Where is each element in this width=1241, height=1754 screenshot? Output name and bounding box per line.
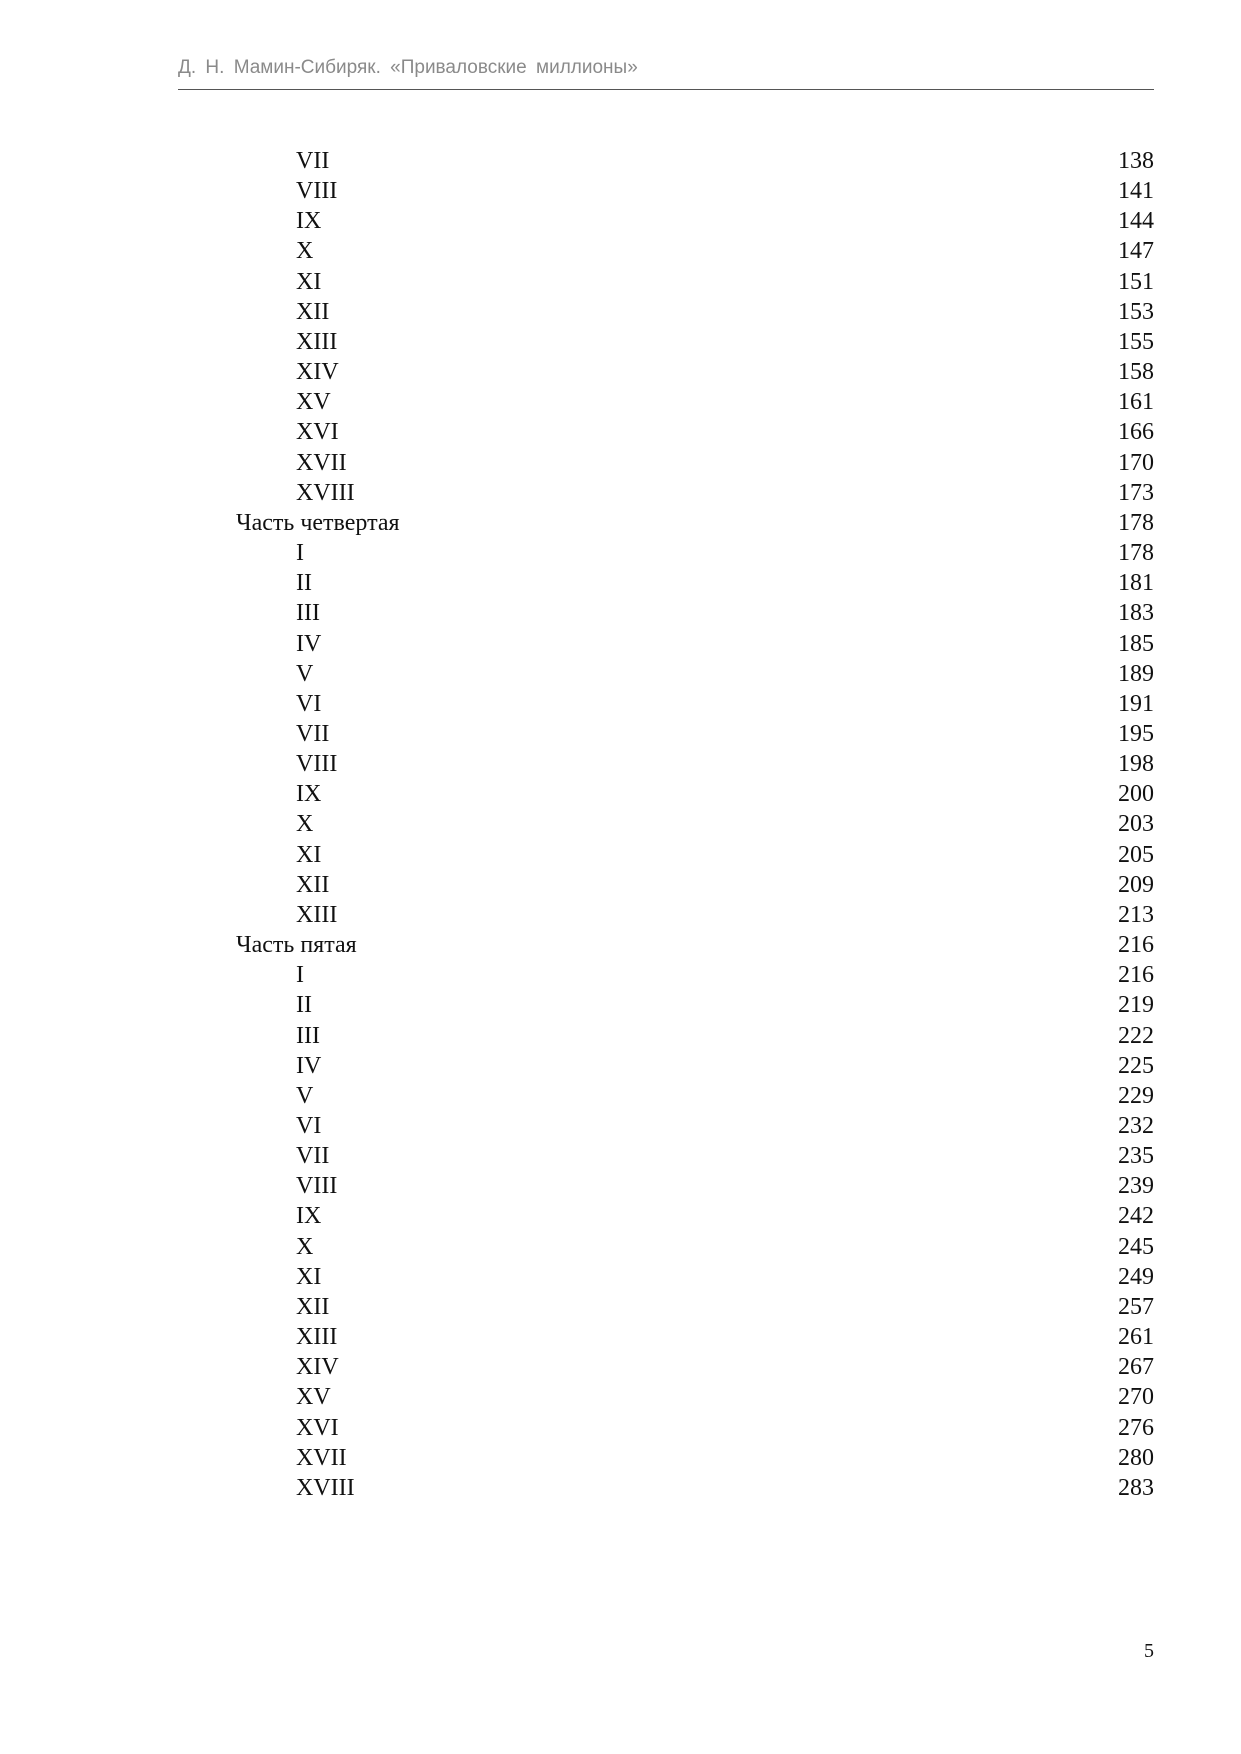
toc-entry-title: VII	[296, 720, 330, 747]
toc-chapter-entry[interactable]	[0, 236, 1241, 266]
toc-entry-page: 267	[1118, 1354, 1154, 1381]
toc-entry-page: 161	[1118, 389, 1154, 416]
toc-chapter-entry[interactable]	[0, 538, 1241, 568]
toc-chapter-entry[interactable]	[0, 176, 1241, 206]
toc-chapter-entry[interactable]	[0, 1262, 1241, 1292]
toc-entry-page: 205	[1118, 841, 1154, 868]
toc-entry-page: 225	[1118, 1052, 1154, 1079]
toc-chapter-entry[interactable]	[0, 1201, 1241, 1231]
toc-chapter-entry[interactable]	[0, 448, 1241, 478]
table-of-contents	[0, 146, 1241, 1503]
toc-chapter-entry[interactable]	[0, 1443, 1241, 1473]
toc-chapter-entry[interactable]	[0, 900, 1241, 930]
toc-entry-page: 245	[1118, 1233, 1154, 1260]
toc-entry-page: 270	[1118, 1384, 1154, 1411]
toc-entry-title: XIV	[296, 359, 339, 386]
toc-chapter-entry[interactable]	[0, 1352, 1241, 1382]
toc-entry-title: XI	[296, 1263, 322, 1290]
toc-entry-page: 195	[1118, 720, 1154, 747]
toc-chapter-entry[interactable]	[0, 809, 1241, 839]
toc-chapter-entry[interactable]	[0, 779, 1241, 809]
toc-entry-title: XII	[296, 298, 330, 325]
toc-entry-title: X	[296, 811, 314, 838]
toc-chapter-entry[interactable]	[0, 297, 1241, 327]
toc-chapter-entry[interactable]	[0, 1051, 1241, 1081]
toc-chapter-entry[interactable]	[0, 960, 1241, 990]
toc-entry-title: VIII	[296, 751, 338, 778]
toc-entry-title: V	[296, 1082, 314, 1109]
toc-entry-page: 239	[1118, 1173, 1154, 1200]
toc-chapter-entry[interactable]	[0, 1473, 1241, 1503]
toc-entry-title: XII	[296, 1293, 330, 1320]
toc-chapter-entry[interactable]	[0, 719, 1241, 749]
toc-entry-page: 203	[1118, 811, 1154, 838]
running-header-text: Д. Н. Мамин-Сибиряк. «Приваловские миллионы»	[178, 57, 638, 78]
toc-chapter-entry[interactable]	[0, 417, 1241, 447]
toc-entry-title: I	[296, 962, 304, 989]
toc-entry-page: 185	[1118, 630, 1154, 657]
toc-entry-page: 216	[1118, 962, 1154, 989]
toc-entry-title: XVI	[296, 419, 339, 446]
toc-entry-page: 183	[1118, 600, 1154, 627]
toc-entry-title: XIV	[296, 1354, 339, 1381]
toc-entry-title: XVII	[296, 449, 347, 476]
toc-entry-page: 191	[1118, 690, 1154, 717]
toc-entry-page: 216	[1118, 932, 1154, 959]
toc-entry-title: XVIII	[296, 1474, 355, 1501]
toc-entry-page: 200	[1118, 781, 1154, 808]
toc-entry-title: VII	[296, 1143, 330, 1170]
toc-entry-title: IX	[296, 208, 322, 235]
running-header	[178, 54, 1154, 90]
toc-entry-title: IV	[296, 1052, 322, 1079]
toc-entry-title: V	[296, 660, 314, 687]
toc-entry-title: VII	[296, 148, 330, 174]
toc-entry-title: III	[296, 600, 320, 627]
page-number: 5	[1144, 1640, 1154, 1662]
toc-entry-page: 158	[1118, 359, 1154, 386]
toc-entry-title: XIII	[296, 901, 338, 928]
toc-entry-title: XV	[296, 1384, 331, 1411]
toc-entry-page: 166	[1118, 419, 1154, 446]
toc-chapter-entry[interactable]	[0, 689, 1241, 719]
toc-entry-page: 141	[1118, 178, 1154, 205]
toc-entry-page: 144	[1118, 208, 1154, 235]
toc-entry-title: XI	[296, 841, 322, 868]
toc-entry-page: 198	[1118, 751, 1154, 778]
toc-entry-page: 229	[1118, 1082, 1154, 1109]
toc-entry-title: Часть пятая	[236, 932, 357, 959]
toc-entry-title: VIII	[296, 178, 338, 205]
toc-entry-title: I	[296, 540, 304, 567]
toc-entry-title: XVII	[296, 1444, 347, 1471]
toc-entry-title: X	[296, 238, 314, 265]
toc-entry-page: 280	[1118, 1444, 1154, 1471]
toc-entry-page: 209	[1118, 871, 1154, 898]
toc-chapter-entry[interactable]	[0, 1322, 1241, 1352]
toc-chapter-entry[interactable]	[0, 629, 1241, 659]
toc-entry-page: 178	[1118, 540, 1154, 567]
toc-entry-page: 232	[1118, 1113, 1154, 1139]
toc-chapter-entry[interactable]	[0, 1171, 1241, 1201]
toc-entry-title: XV	[296, 389, 331, 416]
toc-entry-page: 181	[1118, 570, 1154, 597]
toc-entry-title: XI	[296, 268, 322, 295]
toc-chapter-entry[interactable]	[0, 1292, 1241, 1322]
toc-chapter-entry[interactable]	[0, 659, 1241, 689]
toc-entry-page: 222	[1118, 1022, 1154, 1049]
toc-entry-page: 219	[1118, 992, 1154, 1019]
toc-entry-page: 155	[1118, 328, 1154, 355]
toc-chapter-entry[interactable]	[0, 1141, 1241, 1171]
toc-chapter-entry[interactable]	[0, 267, 1241, 297]
toc-chapter-entry[interactable]	[0, 1111, 1241, 1141]
toc-chapter-entry[interactable]	[0, 598, 1241, 628]
toc-chapter-entry[interactable]	[0, 870, 1241, 900]
toc-entry-page: 138	[1118, 148, 1154, 174]
toc-entry-title: Часть четвертая	[236, 509, 400, 536]
toc-chapter-entry[interactable]	[0, 327, 1241, 357]
toc-entry-title: III	[296, 1022, 320, 1049]
toc-entry-page: 151	[1118, 268, 1154, 295]
toc-entry-title: VIII	[296, 1173, 338, 1200]
toc-chapter-entry[interactable]	[0, 357, 1241, 387]
toc-entry-page: 189	[1118, 660, 1154, 687]
toc-entry-page: 261	[1118, 1324, 1154, 1351]
toc-chapter-entry[interactable]	[0, 1081, 1241, 1111]
toc-entry-page: 283	[1118, 1474, 1154, 1501]
toc-entry-title: VI	[296, 1113, 322, 1139]
toc-chapter-entry[interactable]	[0, 1021, 1241, 1051]
toc-entry-title: IV	[296, 630, 322, 657]
toc-entry-title: IX	[296, 1203, 322, 1230]
toc-part-entry[interactable]	[0, 930, 1241, 960]
toc-entry-page: 276	[1118, 1414, 1154, 1441]
toc-entry-title: II	[296, 992, 312, 1019]
toc-part-entry[interactable]	[0, 508, 1241, 538]
toc-chapter-entry[interactable]	[0, 749, 1241, 779]
toc-chapter-entry[interactable]	[0, 206, 1241, 236]
toc-chapter-entry[interactable]	[0, 387, 1241, 417]
toc-entry-title: XIII	[296, 328, 338, 355]
toc-entry-page: 170	[1118, 449, 1154, 476]
toc-entry-title: XVI	[296, 1414, 339, 1441]
toc-entry-page: 173	[1118, 479, 1154, 506]
toc-chapter-entry[interactable]	[0, 1413, 1241, 1443]
toc-entry-page: 235	[1118, 1143, 1154, 1170]
toc-entry-title: XII	[296, 871, 330, 898]
toc-chapter-entry[interactable]	[0, 1382, 1241, 1412]
toc-chapter-entry[interactable]	[0, 478, 1241, 508]
toc-chapter-entry[interactable]	[0, 990, 1241, 1020]
toc-entry-title: VI	[296, 690, 322, 717]
toc-chapter-entry[interactable]	[0, 1232, 1241, 1262]
toc-chapter-entry[interactable]	[0, 840, 1241, 870]
toc-entry-page: 249	[1118, 1263, 1154, 1290]
toc-entry-title: XIII	[296, 1324, 338, 1351]
toc-entry-page: 153	[1118, 298, 1154, 325]
toc-chapter-entry[interactable]	[0, 568, 1241, 598]
toc-entry-page: 147	[1118, 238, 1154, 265]
toc-entry-title: XVIII	[296, 479, 355, 506]
toc-entry-page: 242	[1118, 1203, 1154, 1230]
toc-entry-title: II	[296, 570, 312, 597]
toc-entry-title: IX	[296, 781, 322, 808]
toc-entry-page: 257	[1118, 1293, 1154, 1320]
toc-entry-page: 213	[1118, 901, 1154, 928]
toc-chapter-entry[interactable]	[0, 146, 1241, 176]
toc-entry-title: X	[296, 1233, 314, 1260]
toc-entry-page: 178	[1118, 509, 1154, 536]
